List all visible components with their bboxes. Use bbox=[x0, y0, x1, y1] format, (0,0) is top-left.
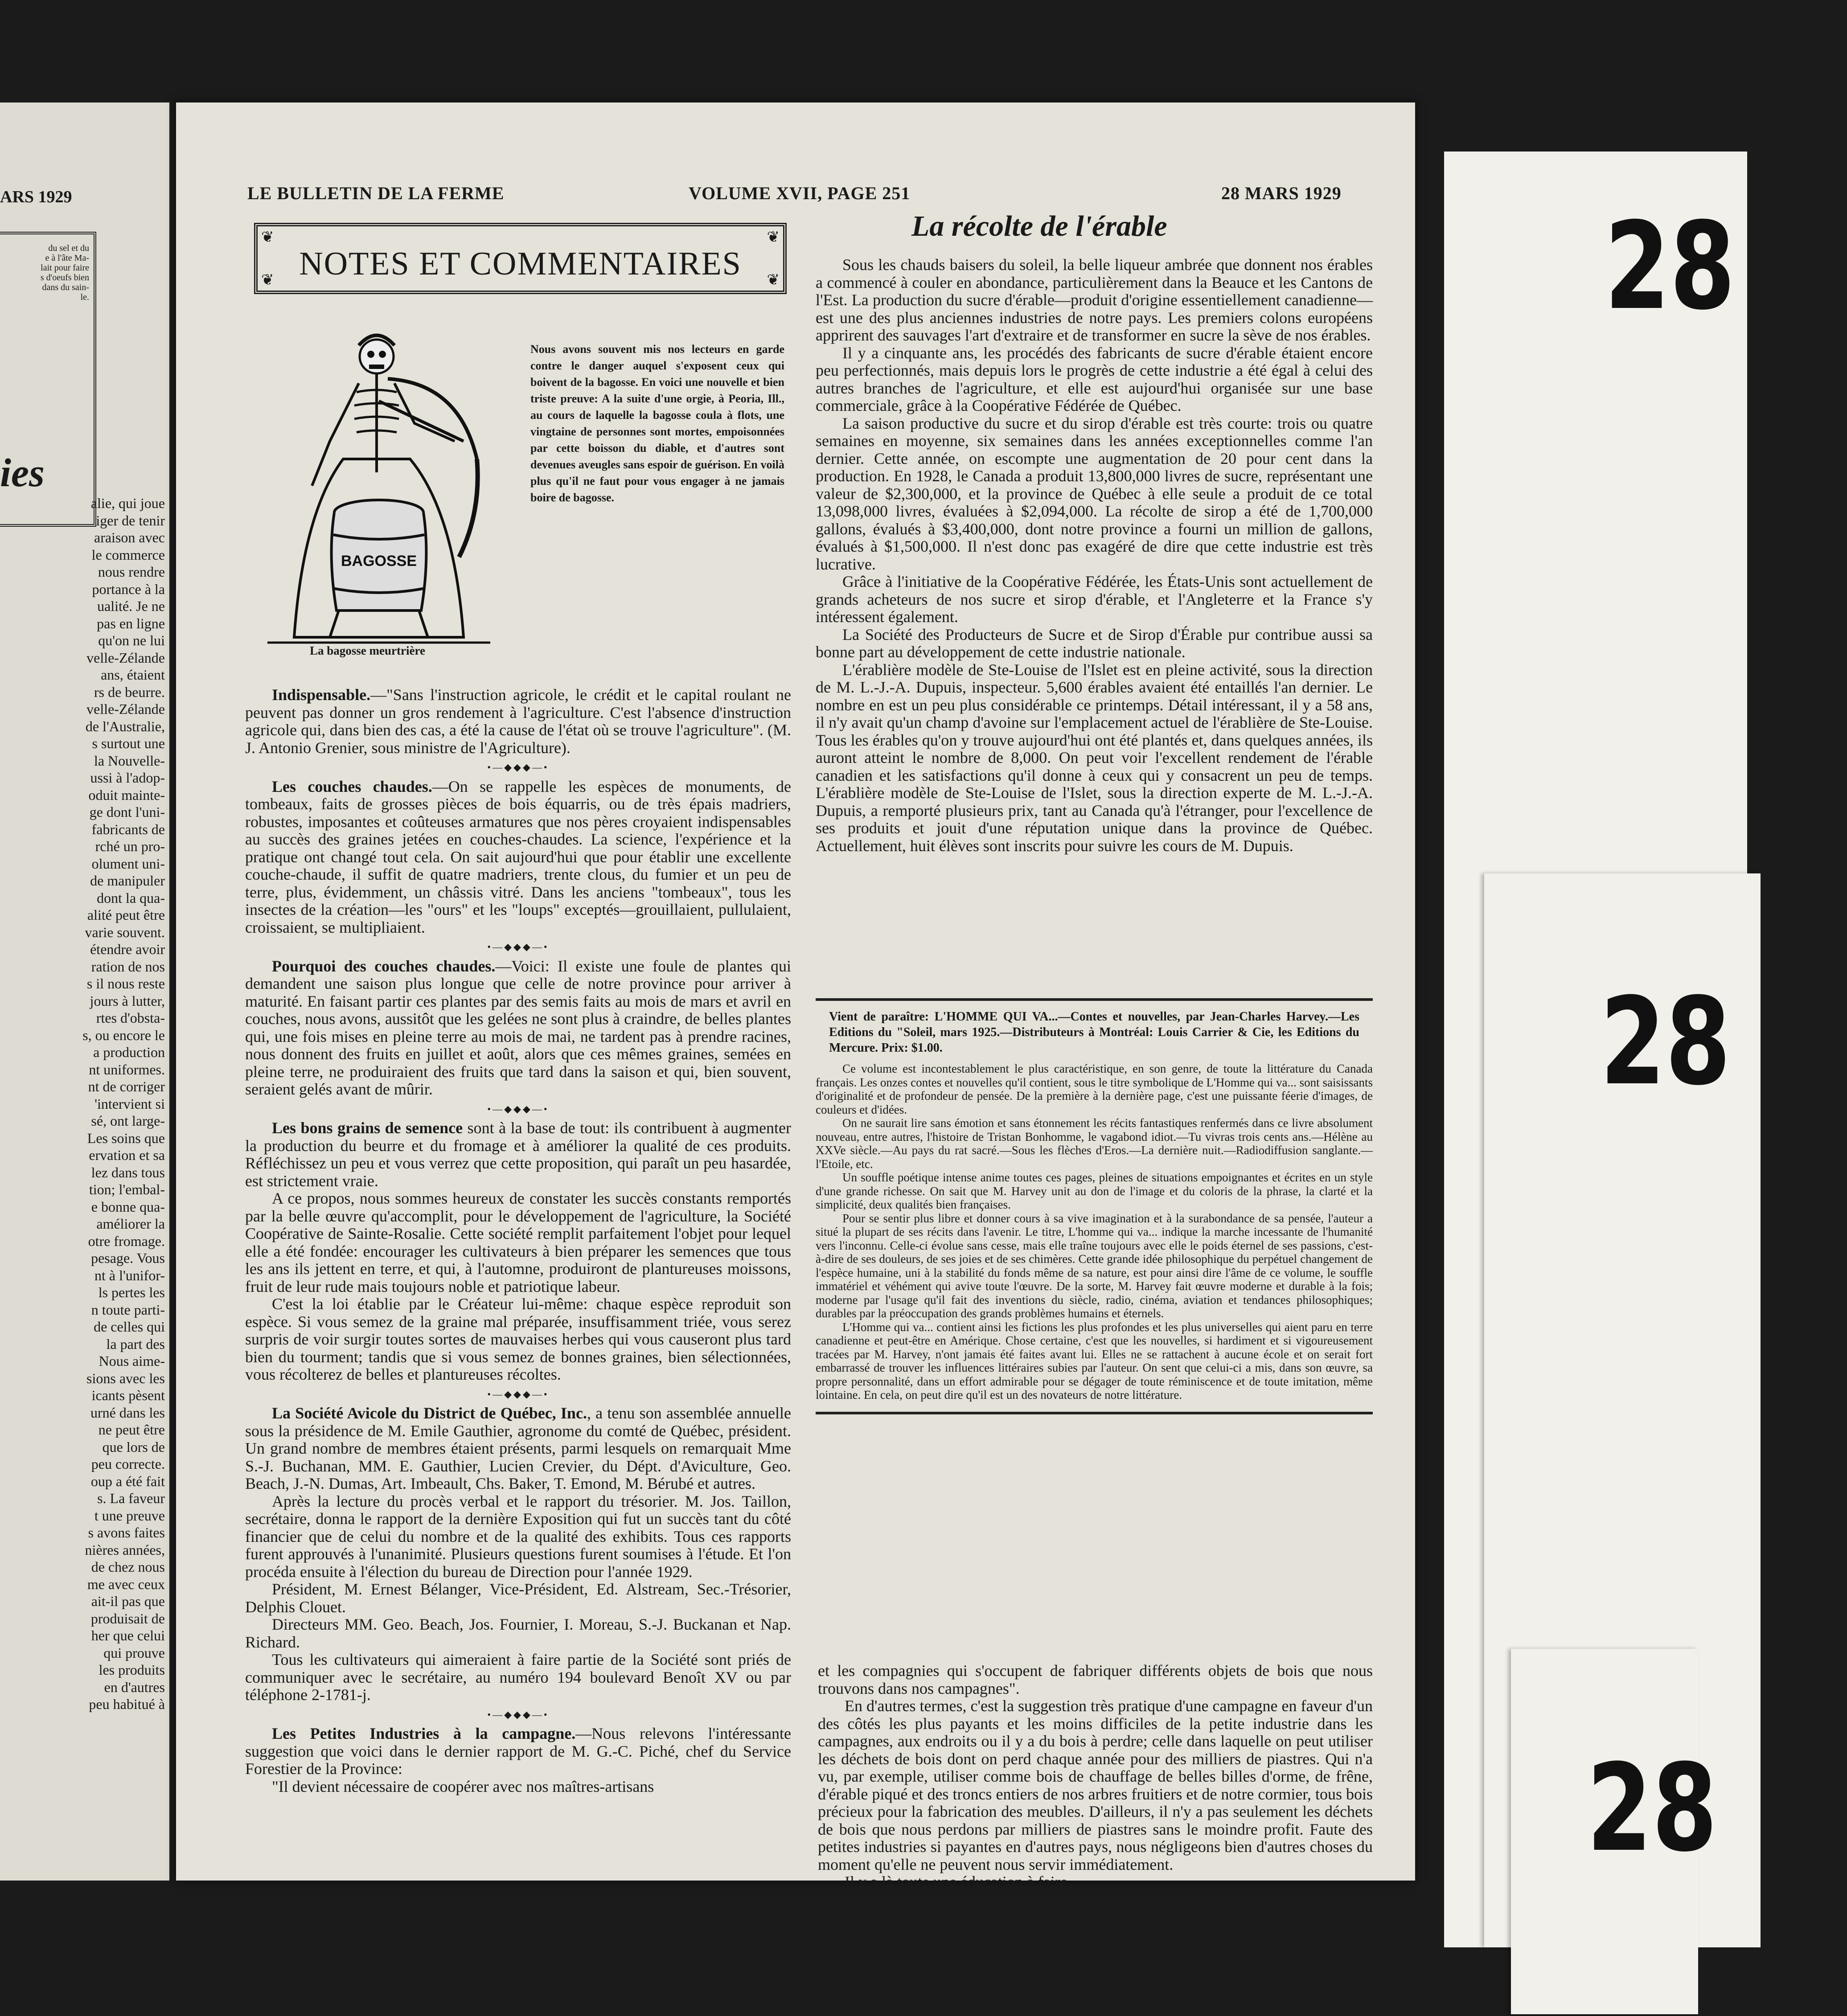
left-page-date: ARS 1929 bbox=[0, 188, 72, 206]
article-text: —Voici: Il existe une foule de plantes qui demandent une saison plus longue que celle de notre province pour arriver à maturité. En faisant partir ces plantes par des semis faits au mois de mars et avril en couches, nous avons, aussitôt que les gelées ne sont plus à craindre, de belles plantes qui, une fois mises en pleine terre au mois de mai, ne tardent pas à prendre racines, nous donnent des fruits en juillet et août, alors que ces mêmes graines, semées en pleine terre, ne produiraient des fruits que tard dans la saison et qui, bien souvent, seraient gelés avant de mûrir. bbox=[245, 957, 792, 1098]
article-paragraph bbox=[245, 1405, 791, 1493]
article-paragraph bbox=[245, 1651, 791, 1704]
left-column-line: rtes d'obsta- bbox=[96, 1010, 165, 1026]
erable-article bbox=[816, 256, 1373, 855]
left-column-line: s il nous reste bbox=[86, 975, 165, 992]
article-text: —On se rappelle les espèces de monuments, de tombeaux, faits de grosses pièces de bois équarris, ou de très épais madriers, robustes, imposantes et coûteuses armatures que nos pères croyaient indispensables au succès des graines jetées en couches-chaudes. La science, l'expérience et la pratique ont changé tout cela. On sait aujourd'hui que pour établir une excellente couche-chaude, il suffit de quatre madriers, trente clous, du fumier et un peu de terre, plus, évidemment, un châssis vitré. Dans les anciens "tombeaux", tous les insectes de la création—les "ours" et les "loups" exceptés—grouillaient, pullulaient, croissaient, se multipliaient. bbox=[245, 777, 791, 936]
article-paragraph bbox=[245, 778, 791, 937]
left-column-line: s, ou encore le bbox=[82, 1027, 165, 1043]
article-paragraph bbox=[245, 1616, 791, 1651]
article-separator: •—◆◆◆—• bbox=[487, 1388, 549, 1400]
erable-paragraph: L'érablière modèle de Ste-Louise de l'Islet est en pleine activité, sous la direction de M. L.-J.-A. Dupuis, inspecteur. 5,600 érables avaient été entaillés l'an dernier. Le nombre en est un peu plus considérable ce printemps. Détail intéressant, il y a 58 ans, il n'y avait qu'un champ d'avoine sur l'emplacement actuel de l'érablière de Ste-Louise. Tous les érables qu'on y trouve aujourd'hui ont été plantés et, dans quelques années, ils auront atteint le nombre de 8,000. On peut voir l'excellent rendement de l'érable canadien et les satisfactions qu'il donne à ceux qui y consacrent un peu de temps. L'érablière modèle de Ste-Louise de l'Islet, sous la direction experte de M. L.-J.-A. Dupuis, a remporté plusieurs prix, tant au Canada qu'à l'étranger, pour l'excellence de ses produits et jouit d'une réputation unique dans la province de Québec. Actuellement, huit élèves sont inscrits pour suivre les cours de M. Dupuis. bbox=[816, 660, 1373, 855]
left-column-line: ervation et sa bbox=[89, 1147, 165, 1163]
left-column-line: ls pertes les bbox=[98, 1284, 165, 1300]
left-column-line: la part des bbox=[106, 1336, 165, 1352]
left-column-line: Les soins que bbox=[87, 1130, 165, 1146]
newspaper-page bbox=[176, 102, 1415, 1891]
article-text: —"Sans l'instruction agricole, le crédit et le capital roulant ne peuvent pas donner un gros rendement à l'agriculture. C'est l'absence d'instruction agricole qui, dans bien des cas, a été la cause de l'état où se trouve l'agriculture". (M. J. Antonio Grenier, sous ministre de l'Agriculture). bbox=[245, 686, 791, 757]
article-separator: •—◆◆◆—• bbox=[487, 762, 549, 773]
left-column-line: ualité. Je ne bbox=[97, 598, 165, 614]
review-paragraph: L'Homme qui va... contient ainsi les fictions les plus profondes et les plus universelles qui aient paru en terre canadienne et peut-être en Amérique. Chose certaine, c'est que les nouvelles, si hardiment et si vigoureusement tracées par M. Harvey, n'ont jamais été faites avant lui. Elles ne se rattachent à aucune école et on serait fort embarrassé de trouver les influences littéraires subies par l'auteur. On sent que celui-ci a mis, dans son œuvre, sa propre personnalité, dans un effort admirable pour se dégager de toute réminiscence et de toute imitation, même lointaine. En cela, on peut dire qu'il est un des novateurs de notre littérature. bbox=[816, 1320, 1373, 1401]
left-column-line: araison avec bbox=[94, 529, 165, 545]
left-column-line: qui prouve bbox=[103, 1644, 165, 1661]
left-column-line: pas en ligne bbox=[97, 615, 165, 631]
left-column-line: qu'on ne lui bbox=[98, 632, 165, 648]
left-column-line: de manipuler bbox=[90, 873, 165, 889]
left-column-line: varie souvent. bbox=[85, 924, 165, 940]
left-page-fragment bbox=[0, 102, 169, 1881]
barrel-label: BAGOSSE bbox=[341, 553, 417, 570]
left-column-line: peu correcte. bbox=[91, 1456, 165, 1472]
continuation-paragraph: et les compagnies qui s'occupent de fabriquer différents objets de bois que nous trouvons dans nos campagnes". bbox=[818, 1662, 1373, 1697]
left-column-line: velle-Zélande bbox=[86, 649, 165, 666]
left-column-line: iger de tenir bbox=[96, 512, 165, 529]
review-top-rule bbox=[816, 998, 1373, 1001]
review-body bbox=[816, 1062, 1373, 1402]
article-separator: •—◆◆◆—• bbox=[487, 1103, 549, 1115]
left-column-line: nt de corriger bbox=[88, 1078, 165, 1094]
left-column-line: alité peut être bbox=[87, 907, 165, 923]
left-column-line: s. La faveur bbox=[97, 1490, 165, 1506]
left-page-heading: ies bbox=[0, 451, 45, 495]
left-column-line: que lors de bbox=[102, 1438, 165, 1455]
left-column-line: t une preuve bbox=[94, 1507, 165, 1524]
corner-ornament-icon: ❦ bbox=[767, 229, 780, 246]
left-column-line: ration de nos bbox=[91, 958, 165, 975]
review-paragraph: On ne saurait lire sans émotion et sans étonnement les récits fantastiques renfermés dans ce livre absolument nouveau, entre autres, l'histoire de Tristan Bonhomme, le vagabond idiot.—Tu vivras trois cents ans.—Hélène au XXVe siècle.—Au pays du rat sacré.—Sous les flèches d'Eros.—La dernière nuit.—Radiodiffusion sanglante.—l'Etoile, etc. bbox=[816, 1116, 1373, 1171]
left-column-line: le commerce bbox=[91, 546, 165, 563]
left-column-line: alie, qui joue bbox=[90, 495, 165, 511]
left-column-line: en d'autres bbox=[104, 1679, 165, 1695]
corner-ornament-icon: ❦ bbox=[767, 272, 780, 288]
left-column-line: oup a été fait bbox=[90, 1473, 165, 1489]
left-column-line: ussi à l'adop- bbox=[90, 770, 165, 786]
left-column-line: fabricants de bbox=[91, 821, 165, 837]
continuation-paragraph: En d'autres termes, c'est la suggestion très pratique d'une campagne en faveur d'un des côtés les plus payants et les moins difficiles de la petite industrie dans les campagnes, aux endroits ou il y a du bois à perdre; celle dans laquelle on peut utiliser les déchets de bois dont on perd chaque année pour des milliers de piastres. Qui n'a vu, par exemple, utiliser comme bois de chauffage de belles billes d'orme, de frêne, d'érable piqué et des troncs entiers de nos arbres fruitiers et de notre cormier, tous bois précieux pour la fabrication des meubles. D'ailleurs, il n'y a pas seulement les déchets de bois que nous perdons par milliers de piastres sans le moindre profit. Faute des petites industries si payantes en d'autres pays, nous négligeons bien d'autres choses du moment qu'elle ne peuvent nous servir immédiatement. bbox=[818, 1697, 1373, 1873]
calendar-number-2: 28 bbox=[1600, 971, 1731, 1112]
article-paragraph bbox=[245, 1581, 791, 1616]
article-heading: Les couches chaudes. bbox=[272, 777, 432, 795]
notes-title: NOTES ET COMMENTAIRES bbox=[299, 246, 742, 282]
review-heading: Vient de paraître: L'HOMME QUI VA...—Contes et nouvelles, par Jean-Charles Harvey.—Les Editions du "Soleil, mars 1925.—Distributeurs à Montréal: Louis Carrier & Cie, les Editions du Mercure. Prix: $1.00. bbox=[829, 1010, 1359, 1055]
left-page-column bbox=[0, 495, 165, 1713]
petites-industries-continuation bbox=[818, 1662, 1373, 1891]
left-column-line: n toute parti- bbox=[91, 1301, 165, 1318]
erable-paragraph: Sous les chauds baisers du soleil, la belle liqueur ambrée que donnent nos érables a commencé à couler en abondance, particulièrement dans la Beauce et les Cantons de l'Est. La production du sucre d'érable—produit d'origine essentiellement canadienne—est une des plus anciennes industries de notre pays. Les premiers colons européens apprirent des sauvages l'art d'extraire et de transformer en sucre la sève de nos érables. bbox=[816, 256, 1373, 344]
article-paragraph bbox=[245, 1119, 791, 1190]
article-text: Président, M. Ernest Bélanger, Vice-Président, Ed. Alstream, Sec.-Trésorier, Delphis Clouet. bbox=[245, 1580, 791, 1616]
left-column-line: ge dont l'uni- bbox=[89, 804, 165, 820]
left-column-line: s surtout une bbox=[92, 735, 165, 751]
review-bottom-rule bbox=[816, 1412, 1373, 1414]
left-column-line: nt uniformes. bbox=[89, 1061, 165, 1078]
erable-paragraph: La Société des Producteurs de Sucre et de Sirop d'Érable pur contribue aussi sa bonne part au développement de cette industrie nationale. bbox=[816, 625, 1373, 661]
article-paragraph bbox=[245, 686, 791, 757]
left-column-line: ans, étaient bbox=[101, 667, 165, 683]
left-column-line: de l'Australie, bbox=[85, 718, 165, 734]
article-heading: Indispensable. bbox=[272, 686, 371, 704]
left-column-line: lez dans tous bbox=[91, 1164, 165, 1180]
article-separator: •—◆◆◆—• bbox=[487, 941, 549, 952]
left-column-line: nous rendre bbox=[98, 564, 165, 580]
article-paragraph bbox=[245, 1190, 791, 1295]
article-text: Après la lecture du procès verbal et le rapport du trésorier. M. Jos. Taillon, secrétaire, donna le rapport de la dernière Exposition qui fut un succès tant du côté financier que de celui du nombre et de la qualité des exhibits. Tous ces rapports furent approuvés à l'unanimité. Plusieurs questions furent soumises à l'étude. Et l'on procéda ensuite à l'élection du bureau de Direction pour l'année 1929. bbox=[245, 1492, 791, 1581]
left-column-line: oduit mainte- bbox=[88, 787, 165, 803]
left-column-line: améliorer la bbox=[96, 1216, 165, 1232]
left-column-line: la Nouvelle- bbox=[94, 752, 165, 769]
left-column-line: Nous aime- bbox=[99, 1353, 165, 1369]
left-column-line: rs de beurre. bbox=[94, 684, 165, 700]
left-column-line: nt à l'unifor- bbox=[94, 1267, 165, 1283]
left-column-line: icants pèsent bbox=[91, 1387, 165, 1403]
article-text: sont à la base de tout: ils contribuent à augmenter la production du beurre et du fromage et à améliorer la qualité de ces produits. Réfléchissez un peu et vous verrez que cette proposition, qui paraît un peu hasardée, est strictement vraie. bbox=[245, 1119, 792, 1190]
article-paragraph bbox=[245, 1295, 791, 1384]
left-column-line: her que celui bbox=[91, 1627, 165, 1643]
review-paragraph: Ce volume est incontestablement le plus caractéristique, en son genre, de toute la littérature du Canada français. Les onzes contes et nouvelles qu'il contient, sous le titre symbolique de L'Homme qui va... sont saisissants d'originalité et de profondeur de pensée. De la première à la dernière page, c'est une puissante féerie d'images, de couleurs et d'idées. bbox=[816, 1062, 1373, 1116]
left-column-line: urné dans les bbox=[90, 1404, 165, 1421]
left-column-line: pesage. Vous bbox=[91, 1250, 165, 1266]
bagosse-notice: Nous avons souvent mis nos lecteurs en garde contre le danger auquel s'exposent ceux qui boivent de la bagosse. En voici une nouvelle et bien triste preuve: A la suite d'une orgie, à Peoria, Ill., au cours de laquelle la bagosse coula à flots, une vingtaine de personnes sont mortes, empoisonnées par cette boisson du diable, et d'autres sont devenues aveugles sans espoir de guérison. En voilà plus qu'il ne faut pour vous engager à ne jamais boire de bagosse. bbox=[530, 343, 784, 504]
left-column-line: ait-il pas que bbox=[91, 1593, 165, 1609]
header-volume: VOLUME XVII, PAGE 251 bbox=[689, 183, 911, 203]
article-text: Tous les cultivateurs qui aimeraient à faire partie de la Société sont priés de communiquer avec le secrétaire, au numéro 194 boulevard Benoît XV ou par téléphone 2-1781-j. bbox=[245, 1651, 791, 1704]
left-column-line: de chez nous bbox=[91, 1559, 165, 1575]
notes-title-box bbox=[254, 223, 787, 294]
left-column-line: de celles qui bbox=[94, 1319, 165, 1335]
left-column-line: velle-Zélande bbox=[86, 701, 165, 717]
left-column-line: sé, ont large- bbox=[91, 1113, 165, 1129]
continuation-paragraph: Il y a là toute une éducation à faire. bbox=[845, 1873, 1071, 1891]
left-column-line: ne peut être bbox=[98, 1422, 165, 1438]
erable-title: La récolte de l'érable bbox=[911, 210, 1167, 242]
left-column-line: jours à lutter, bbox=[90, 992, 165, 1009]
article-paragraph bbox=[245, 1725, 791, 1778]
article-text: , a tenu son assemblée annuelle sous la présidence de M. Emile Gauthier, agronome du comté de Québec, président. Un grand nombre de membres étaient présents, parmi lesquels on remarquait Mme S.-J. Buchanan, MM. E. Gauthier, Lucien Crevier, du Dépt. d'Aviculture, Geo. Beach, J.-N. Dumas, Art. Imbeault, Chs. Baker, T. Emond, M. Bérubé et autres. bbox=[245, 1404, 791, 1492]
header-publication: LE BULLETIN DE LA FERME bbox=[247, 183, 505, 203]
left-column-line: les produits bbox=[99, 1662, 165, 1678]
article-text: —Nous relevons l'intéressante suggestion que voici dans le dernier rapport de M. G.-C. Piché, chef du Service Forestier de la Province: bbox=[245, 1725, 792, 1778]
erable-paragraph: La saison productive du sucre et du sirop d'érable est très courte: trois ou quatre semaines en moyenne, six semaines dans les années exceptionnelles comme l'an dernier. Cette année, on escompte une augmentation de 20 pour cent dans la production. En 1928, le Canada a produit 13,800,000 livres de sucre, représentant une valeur de $2,300,000, et la province de Québec à elle seule a produit de ce total 13,098,000 livres, évaluées à $2,094,000. La récolte de sirop a été de 1,700,000 gallons, évalués à $3,400,000, dont notre province a fourni un million de gallons, évalués à $1,500,000. Il n'est donc pas exagéré de dire que cette industrie est très lucrative. bbox=[816, 414, 1373, 573]
left-page-box-text: du sel et du e à l'âte Ma- lait pour faire s d'oeufs bien dans du sain- le. bbox=[40, 243, 89, 302]
header-date: 28 MARS 1929 bbox=[1221, 183, 1342, 203]
article-heading: Les bons grains de semence bbox=[272, 1119, 463, 1137]
left-column-line: e bonne qua- bbox=[91, 1198, 165, 1215]
left-column-line: s avons faites bbox=[88, 1524, 165, 1541]
article-text: A ce propos, nous sommes heureux de constater les succès constants remportés par la belle œuvre qu'accomplit, pour le développement de l'agriculture, la Société Coopérative de Sainte-Rosalie. Cette société remplit parfaitement l'objet pour lequel elle a été fondée: encourager les cultivateurs à bien préparer les semences que tous les ans ils jettent en terre, et qui, à l'automne, produiront de plantureuses moissons, fruit de leur rude mais toujours noble et patriotique labeur. bbox=[245, 1189, 791, 1295]
left-column-line: sions avec les bbox=[86, 1370, 165, 1386]
left-column-line: a production bbox=[93, 1044, 165, 1060]
article-paragraph bbox=[245, 1778, 791, 1796]
left-column-articles bbox=[245, 686, 791, 1795]
left-column-line: otre fromage. bbox=[88, 1233, 165, 1249]
left-column-line: 'intervient si bbox=[94, 1095, 165, 1112]
article-paragraph bbox=[245, 958, 791, 1098]
article-text: Directeurs MM. Geo. Beach, Jos. Fournier, I. Moreau, S.-J. Buckanan et Nap. Richard. bbox=[245, 1615, 791, 1651]
grim-reaper-barrel-illustration bbox=[267, 325, 490, 646]
erable-paragraph: Il y a cinquante ans, les procédés des fabricants de sucre d'érable étaient encore peu perfectionnés, mais depuis lors le progrès de cette industrie a été égal à celui des autres branches de l'agriculture, et elle est aujourd'hui organisée sur une base commerciale, grâce à la Coopérative Fédérée de Québec. bbox=[816, 344, 1373, 414]
calendar-number-3: 28 bbox=[1587, 1738, 1718, 1878]
article-text: C'est la loi établie par le Créateur lui-même: chaque espèce reproduit son espèce. Si vous semez de la graine mal préparée, insuffisamment triée, vous serez surpris de voir surgir toutes sortes de mauvaises herbes qui vous causeront plus tard bien du tourment; tandis que si vous semez de bonnes graines, bien sélectionnées, vous récolterez de belles et plantureuses récoltes. bbox=[245, 1295, 791, 1383]
erable-paragraph: Grâce à l'initiative de la Coopérative Fédérée, les États-Unis sont actuellement de grands acheteurs de nos sucre et sirop d'érable, et l'Angleterre et la France s'y intéressent également. bbox=[816, 573, 1373, 626]
illustration-caption: La bagosse meurtrière bbox=[310, 644, 425, 657]
corner-ornament-icon: ❦ bbox=[261, 272, 274, 288]
left-column-line: tion; l'embal- bbox=[89, 1181, 165, 1197]
review-paragraph: Un souffle poétique intense anime toutes ces pages, pleines de situations empoignantes et écrites en un style d'une grande richesse. On sait que M. Harvey unit au don de l'image et du coloris de la phrase, la clarté et la simplicité, deux qualités bien françaises. bbox=[816, 1171, 1373, 1211]
left-column-line: me avec ceux bbox=[87, 1576, 165, 1592]
article-heading: Pourquoi des couches chaudes. bbox=[272, 957, 496, 975]
left-column-line: portance à la bbox=[92, 581, 165, 597]
left-column-line: produisait de bbox=[90, 1610, 165, 1627]
calendar-number-1: 28 bbox=[1605, 196, 1736, 336]
review-paragraph: Pour se sentir plus libre et donner cours à sa vive imagination et à la surabondance de sa pensée, l'auteur a situé la plupart de ses récits dans l'avenir. Le titre, L'homme qui va... indique la marche incessante de l'humanité vers l'inconnu. Celle-ci évolue sans cesse, mais elle traîne toujours avec elle le poids éternel de ses passions, c'est-à-dire de ses douleurs, de ses joies et de ses chimères. Cette grande idée philosophique du perpétuel changement de l'espèce humaine, uni à la stabilité du fonds même de sa nature, est pour ainsi dire l'âme de ce volume, le souffle immatériel et véhément qui avive toute l'œuvre. De la sorte, M. Harvey fait œuvre moderne et durable à la fois; moderne par l'usage qu'il fait des inventions du siècle, radio, cinéma, aviation et tendances philosophiques; durables par la préoccupation des grands problèmes humains et éternels. bbox=[816, 1211, 1373, 1320]
book-review bbox=[816, 998, 1373, 1649]
corner-ornament-icon: ❦ bbox=[261, 229, 274, 246]
article-heading: Les Petites Industries à la campagne. bbox=[272, 1725, 576, 1742]
article-heading: La Société Avicole du District de Québec, Inc. bbox=[272, 1404, 587, 1422]
left-column-line: étendre avoir bbox=[90, 941, 165, 957]
left-column-line: dont la qua- bbox=[97, 889, 165, 906]
left-column-line: rché un pro- bbox=[95, 838, 165, 854]
left-column-line: peu habitué à bbox=[89, 1696, 165, 1712]
article-separator: •—◆◆◆—• bbox=[487, 1709, 549, 1720]
left-column-line: nières années, bbox=[85, 1541, 165, 1558]
left-column-line: olument uni- bbox=[91, 855, 165, 872]
article-paragraph bbox=[245, 1493, 791, 1581]
article-text: "Il devient nécessaire de coopérer avec nos maîtres-artisans bbox=[272, 1777, 654, 1795]
